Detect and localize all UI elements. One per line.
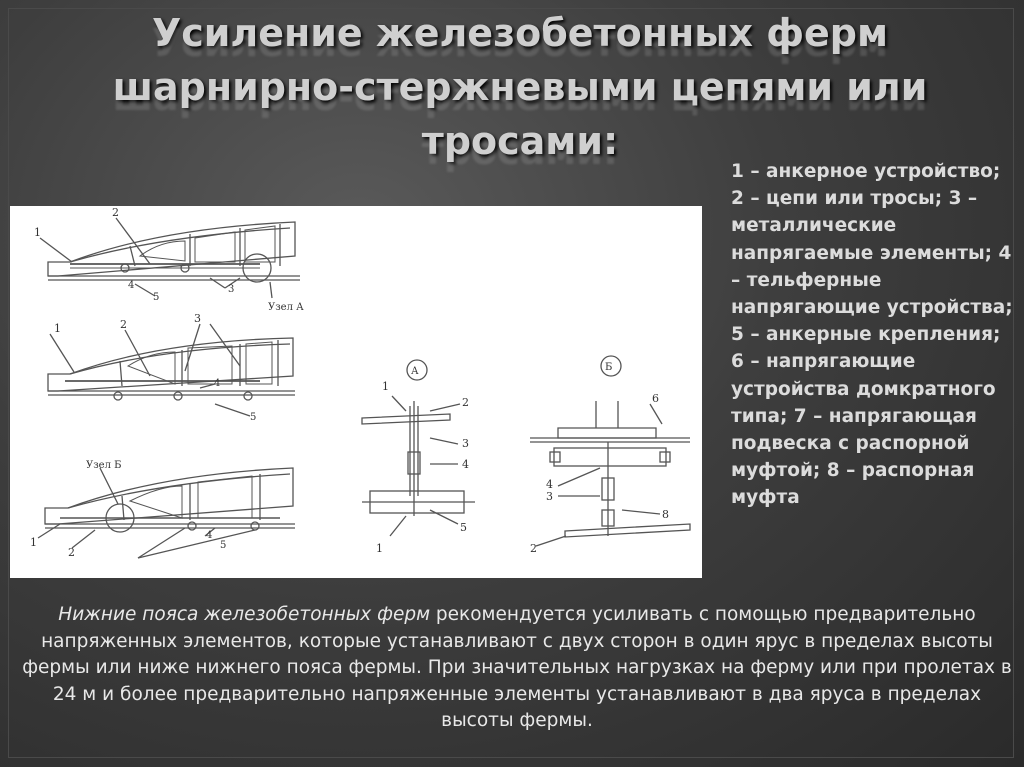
detail-b-label-3: 3: [546, 490, 553, 503]
slide-title: Усиление железобетонных ферм шарнирно-стержневыми цепями или тросами:: [112, 11, 928, 163]
label-4c: 4: [206, 530, 213, 541]
body-text: рекомендуется усиливать с помощью предварительно напряженных элементов, которые устанавливают с двух сторон в один ярус в пределах высоты фермы или ниже нижнего пояса фермы. При значительных нагрузках на ферму или при пролетах в 24 м и более предварительно напряженные элементы устанавливают в два яруса в пределах высоты фермы.: [22, 604, 1012, 731]
label-2b: 2: [120, 318, 127, 331]
detail-b-label-6: 6: [652, 392, 659, 405]
label-4: 4: [128, 280, 135, 291]
truss-diagram-1: [34, 206, 304, 313]
label-1: 1: [34, 226, 41, 239]
detail-b-label-8: 8: [662, 508, 669, 521]
node-a-label: Узел А: [268, 302, 304, 313]
detail-b-label-4: 4: [546, 478, 553, 491]
detail-b-label-2: 2: [530, 542, 537, 555]
detail-a-mark: А: [411, 366, 419, 377]
label-2: 2: [112, 206, 119, 219]
node-b-label: Узел Б: [86, 460, 122, 471]
truss-diagram-2: [48, 312, 295, 423]
body-paragraph: [20, 602, 1014, 735]
label-1c: 1: [30, 536, 37, 549]
detail-a-label-5: 5: [460, 521, 467, 534]
body-italic-lead: Нижние пояса железобетонных ферм: [58, 604, 431, 625]
label-4b: 4: [214, 378, 221, 389]
detail-b-diagram: [530, 356, 690, 555]
label-1b: 1: [54, 322, 61, 335]
detail-a-label-1-bottom: 1: [376, 542, 383, 555]
detail-a-label-4: 4: [462, 458, 469, 471]
truss-diagram-3: [30, 460, 295, 559]
label-5: 5: [153, 292, 160, 303]
detail-a-label-1: 1: [382, 380, 389, 393]
legend-text: 1 – анкерное устройство; 2 – цепи или тросы; 3 – металлические напрягаемые элементы; 4 – тельферные напрягающие устройства; 5 – анкерные крепления; 6 – напрягающие устройства домкратного типа; 7 – напрягающая подвеска с распорной муфтой; 8 – распорная муфта: [731, 161, 1013, 509]
detail-b-mark: Б: [605, 362, 613, 373]
label-3b: 3: [194, 312, 201, 325]
label-2c: 2: [68, 546, 75, 559]
detail-a-diagram: [362, 360, 475, 555]
label-5c: 5: [220, 540, 227, 551]
label-3: 3: [228, 284, 235, 295]
label-5b: 5: [250, 412, 257, 423]
truss-diagram-image: [10, 206, 702, 578]
detail-a-label-2: 2: [462, 396, 469, 409]
detail-a-label-3: 3: [462, 437, 469, 450]
